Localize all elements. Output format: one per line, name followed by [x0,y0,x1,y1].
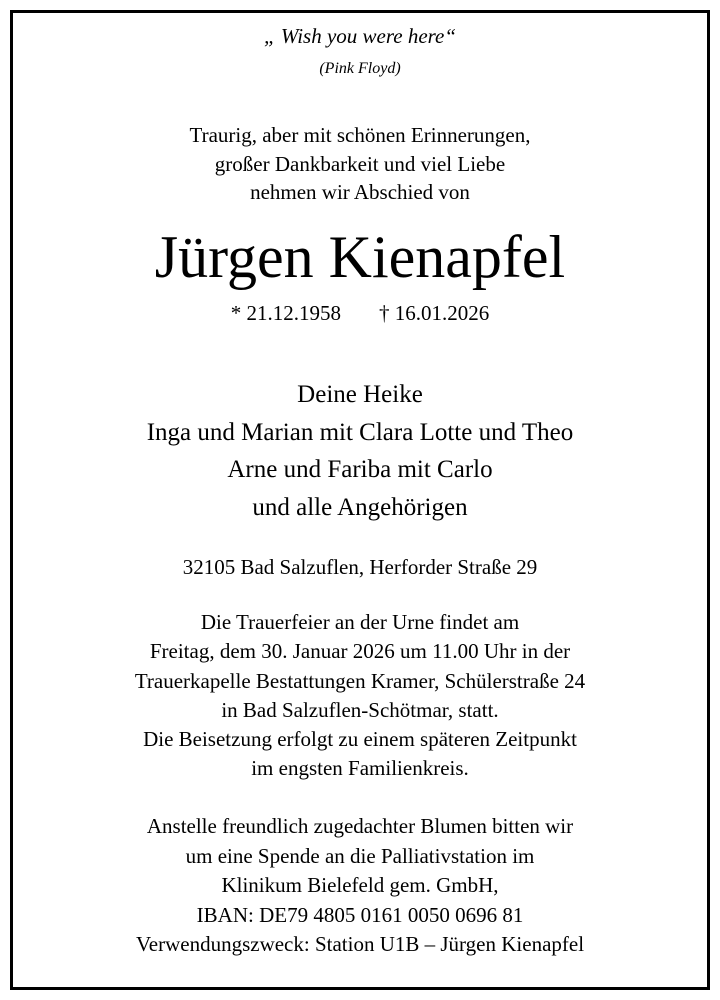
donation-line: Anstelle freundlich zugedachter Blumen bitten wir [146,814,574,838]
mourner-line: Deine Heike [297,381,423,408]
donation-iban: IBAN: DE79 4805 0161 0050 0696 81 [196,902,524,927]
motto-author-text: (Pink Floyd) [319,60,401,77]
ceremony-line: Trauerkapelle Bestattungen Kramer, Schülerstraße 24 [134,668,586,693]
intro-text [0,121,720,207]
birth-date: * 21.12.1958 [230,301,341,325]
mourners-list [0,376,720,526]
motto-quote [0,22,720,50]
death-date: † 16.01.2026 [379,301,490,325]
family-address-text: 32105 Bad Salzuflen, Herforder Straße 29 [182,555,538,579]
donation-line: um eine Spende an die Palliativstation im [185,843,535,868]
mourner-line: Arne und Fariba mit Carlo [227,456,493,483]
intro-line: Traurig, aber mit schönen Erinnerungen, [189,123,531,147]
mourner-line: und alle Angehörigen [252,493,468,521]
donation-info [0,812,720,960]
intro-line: nehmen wir Abschied von [250,180,470,204]
deceased-name [0,222,720,292]
deceased-name-text: Jürgen Kienapfel [154,224,566,290]
motto-author [0,58,720,80]
ceremony-line: im engsten Familienkreis. [251,756,469,781]
ceremony-line: Die Trauerfeier an der Urne findet am [200,610,520,634]
life-dates [0,299,720,327]
ceremony-line: in Bad Salzuflen-Schötmar, statt. [221,697,499,722]
intro-line: großer Dankbarkeit und viel Liebe [214,151,506,176]
ceremony-line: Die Beisetzung erfolgt zu einem späteren Zeitpunkt [143,727,577,752]
ceremony-info [0,608,720,784]
motto-quote-text: „ Wish you were here“ [263,24,457,48]
ceremony-line: Freitag, dem 30. Januar 2026 um 11.00 Uhr in der [149,639,571,664]
donation-line: Klinikum Bielefeld gem. GmbH, [221,873,499,897]
family-address [0,553,720,581]
mourner-line: Inga und Marian mit Clara Lotte und Theo [146,418,574,446]
donation-reference: Verwendungszweck: Station U1B – Jürgen Kienapfel [135,932,585,956]
